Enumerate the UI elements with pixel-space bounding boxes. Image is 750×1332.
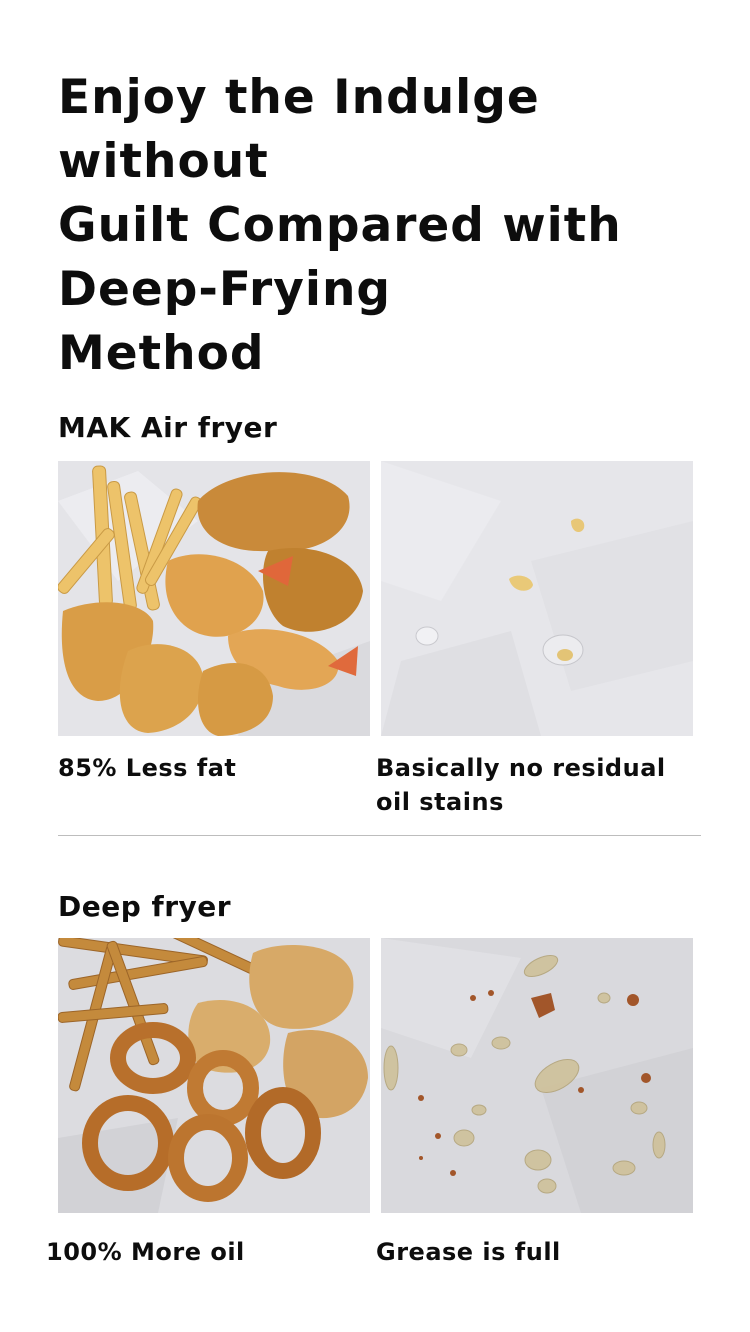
air-fryer-paper-caption-line-1: Basically no residual — [376, 754, 666, 782]
air-fryer-food-caption: 85% Less fat — [58, 754, 237, 782]
page-headline — [58, 66, 718, 386]
deep-fryer-paper-photo — [381, 938, 693, 1213]
deep-fried-food-photo — [58, 938, 370, 1213]
headline-line-5: Method — [58, 326, 265, 381]
air-fryer-paper-photo — [381, 461, 693, 736]
headline-line-1: Enjoy the Indulge — [58, 70, 540, 125]
air-fryer-section-title: MAK Air fryer — [58, 411, 278, 444]
air-fried-food-photo — [58, 461, 370, 736]
deep-fryer-paper-caption: Grease is full — [376, 1238, 561, 1266]
headline-line-2: without — [58, 134, 269, 189]
air-fryer-paper-caption-line-2: oil stains — [376, 788, 504, 816]
deep-fryer-food-caption: 100% More oil — [46, 1238, 245, 1266]
section-divider — [58, 835, 701, 836]
headline-line-3: Guilt Compared with — [58, 198, 622, 253]
deep-fryer-section-title: Deep fryer — [58, 890, 232, 923]
headline-line-4: Deep-Frying — [58, 262, 392, 317]
